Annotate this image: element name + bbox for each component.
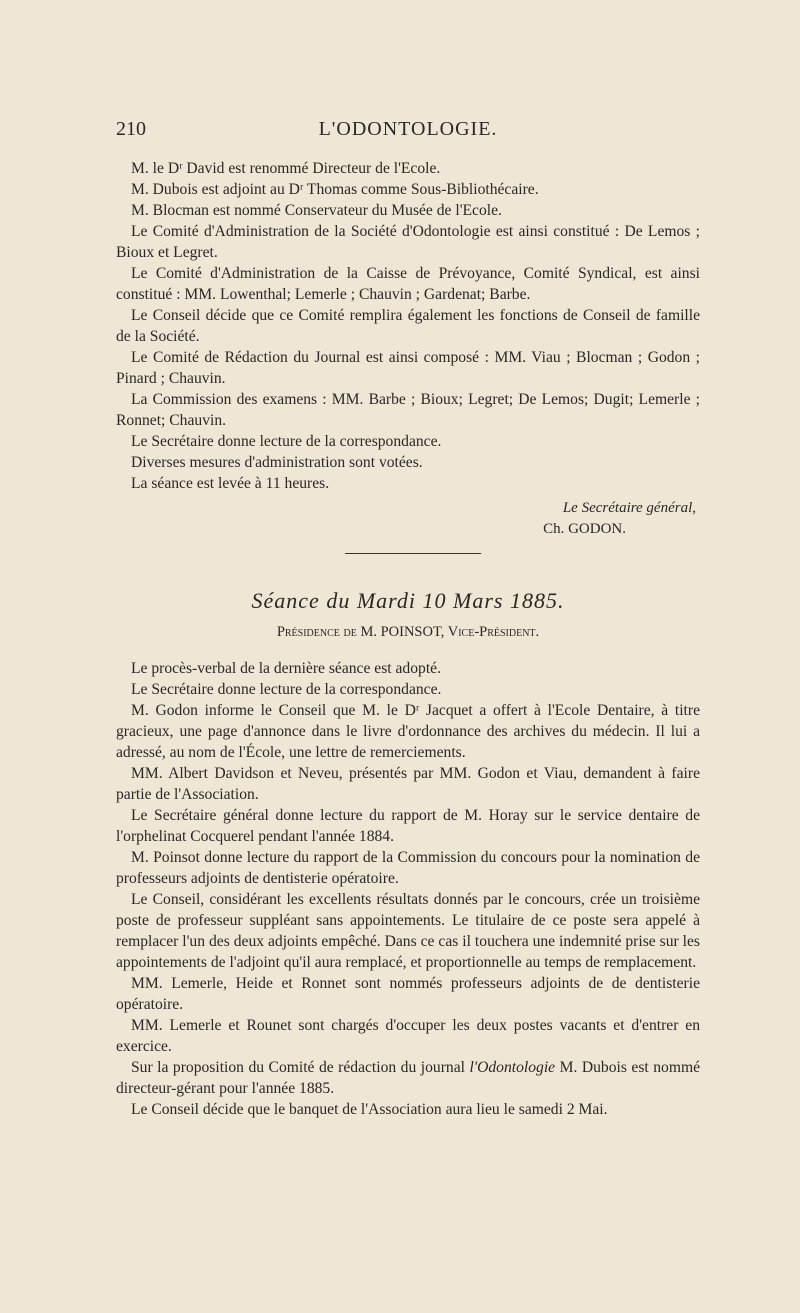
paragraph: Le Conseil décide que ce Comité remplira également les fonctions de Conseil de famille de la Société. [116,307,700,345]
paragraph: M. le Dʳ David est renommé Directeur de l'Ecole. [131,160,441,177]
paragraph: M. Godon informe le Conseil que M. le Dʳ Jacquet a offert à l'Ecole Dentaire, à titre gracieux, une page d'annonce dans le livre d'ordonnance des archives du médecin. Il lui a adressé, au nom de l'École, une lettre de remerciements. [116,702,700,761]
signature-role: Le Secrétaire général, [562,500,696,516]
second-section [116,658,700,1120]
paragraph: Le Comité de Rédaction du Journal est ainsi composé : MM. Viau ; Blocman ; Godon ; Pinard ; Chauvin. [116,349,700,387]
paragraph: Le Secrétaire donne lecture de la correspondance. [131,433,442,450]
first-section [116,158,700,540]
paragraph: Le Comité d'Administration de la Société d'Odontologie est ainsi constitué : De Lemos ; Bioux et Legret. [116,223,700,261]
paragraph: Le procès-verbal de la dernière séance est adopté. [131,660,441,677]
running-title: L'ODONTOLOGIE. [318,118,498,140]
paragraph: La Commission des examens : MM. Barbe ; Bioux; Legret; De Lemos; Dugit; Lemerle ; Ronnet; Chauvin. [116,391,700,429]
paragraph: Le Secrétaire donne lecture de la correspondance. [131,681,442,698]
section-divider [345,553,481,554]
signature-name: Ch. GODON. [543,521,626,537]
paragraph: MM. Lemerle, Heide et Ronnet sont nommés professeurs adjoints de de dentisterie opératoire. [116,975,700,1013]
paragraph: Diverses mesures d'administration sont votées. [131,454,423,471]
paragraph: La séance est levée à 11 heures. [131,475,330,492]
paragraph: Le Conseil, considérant les excellents résultats donnés par le concours, crée un troisième poste de professeur suppléant sans appointements. Le titulaire de ce poste sera appelé à remplacer l'un des deux adjoints empêché. Dans ce cas il touchera une indemnité prise sur les appointements de l'adjoint qu'il aura remplacé, et proportionnelle au temps de remplacement. [116,891,700,971]
paragraph: Le Secrétaire général donne lecture du rapport de M. Horay sur le service dentaire de l'orphelinat Cocquerel pendant l'année 1884. [116,807,700,845]
page-number: 210 [116,118,146,140]
paragraph: M. Poinsot donne lecture du rapport de la Commission du concours pour la nomination de professeurs adjoints de dentisterie opératoire. [116,849,700,887]
paragraph-text: M. Dubois est nommé directeur-gérant pour l'année 1885. [116,1059,700,1097]
presidence-line: Présidence de M. POINSOT, Vice-Président. [276,624,540,640]
paragraph: Le Conseil décide que le banquet de l'Association aura lieu le samedi 2 Mai. [131,1101,608,1118]
seance-title: Séance du Mardi 10 Mars 1885. [251,588,565,613]
paragraph-odontologie [116,1057,700,1099]
paragraph: M. Blocman est nommé Conservateur du Musée de l'Ecole. [131,202,502,219]
journal-name: l'Odontologie [469,1059,556,1076]
paragraph: Le Comité d'Administration de la Caisse de Prévoyance, Comité Syndical, est ainsi constitué : MM. Lowenthal; Lemerle ; Chauvin ; Gardenat; Barbe. [116,265,700,303]
paragraph: MM. Lemerle et Rounet sont chargés d'occuper les deux postes vacants et d'entrer en exercice. [116,1017,700,1055]
paragraph-text: Sur la proposition du Comité de rédaction du journal [131,1059,470,1076]
paragraph: MM. Albert Davidson et Neveu, présentés par MM. Godon et Viau, demandent à faire partie de l'Association. [116,765,700,803]
paragraph: M. Dubois est adjoint au Dʳ Thomas comme Sous-Bibliothécaire. [131,181,539,198]
page-header [116,118,700,146]
